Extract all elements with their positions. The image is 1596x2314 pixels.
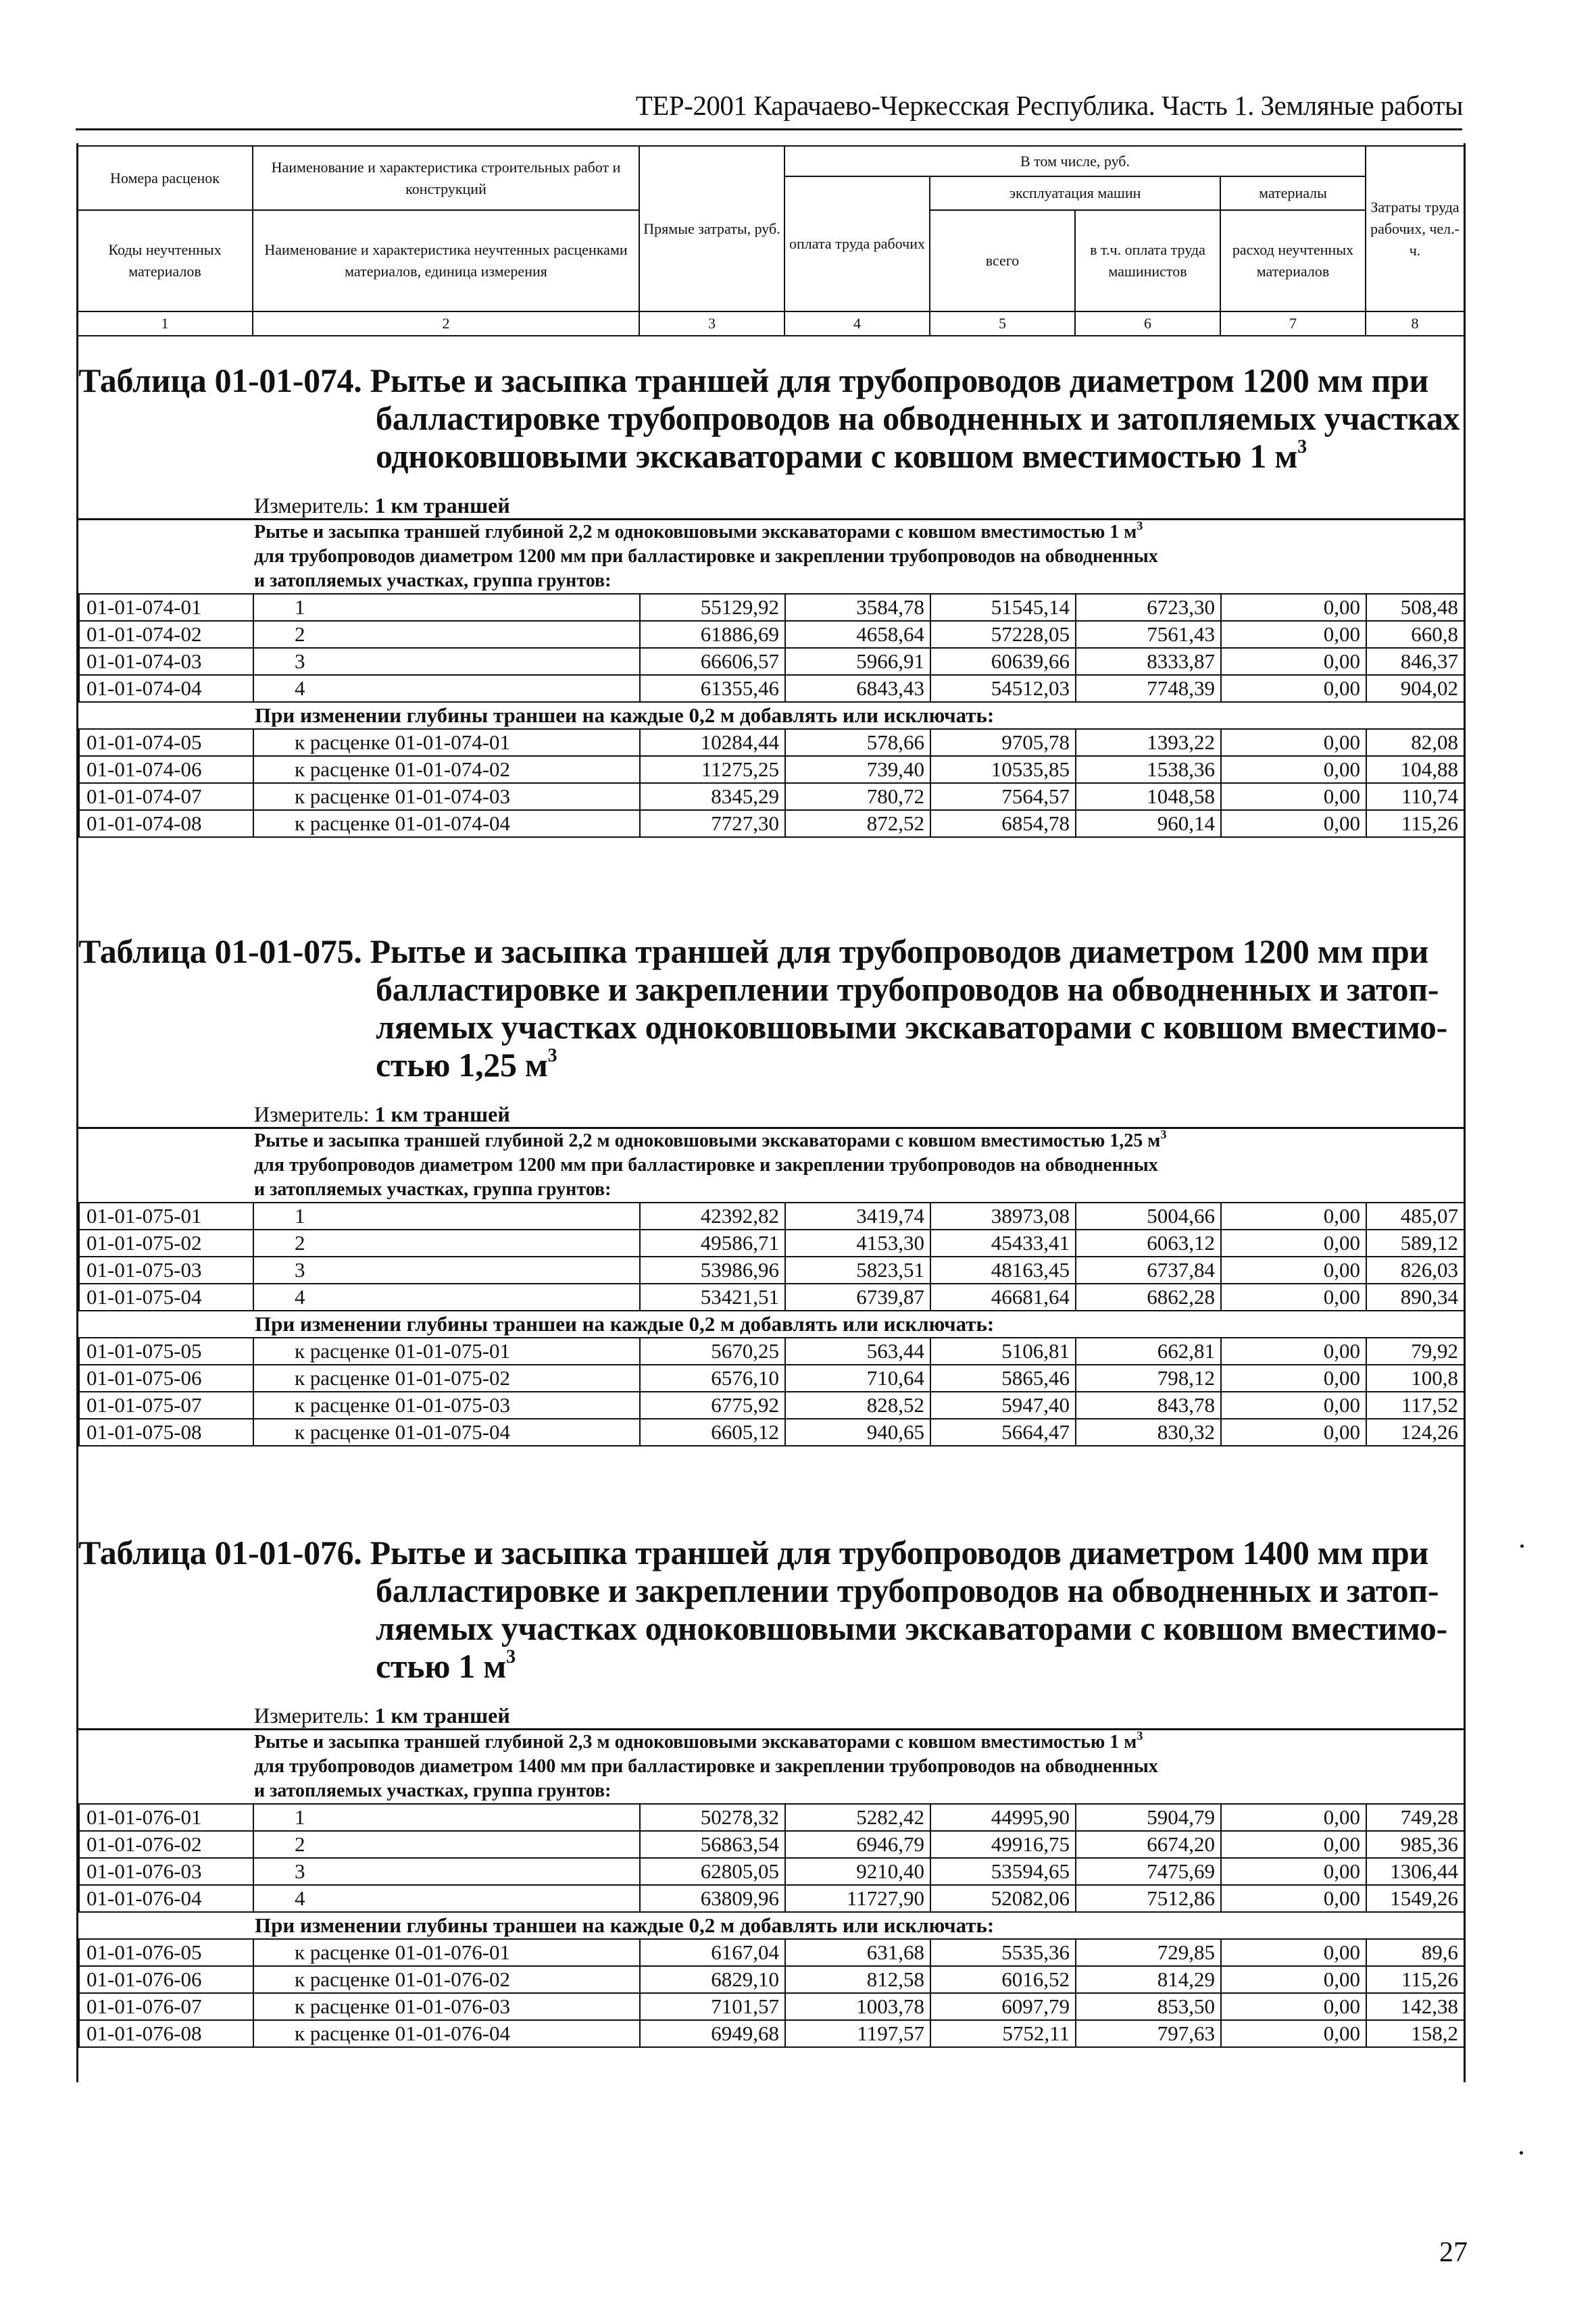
cell-materials: 0,00 xyxy=(1221,1885,1366,1912)
header-machines-total: всего xyxy=(930,210,1075,311)
rate-code: 01-01-076-01 xyxy=(79,1804,253,1831)
cell-operator-pay: 6862,28 xyxy=(1076,1284,1221,1311)
superscript: 3 xyxy=(1137,1729,1143,1742)
table-number: Таблица 01-01-075. xyxy=(78,932,362,970)
table-row xyxy=(79,2020,1464,2047)
cell-operator-pay: 6737,84 xyxy=(1076,1257,1221,1284)
rate-code: 01-01-074-07 xyxy=(79,783,253,810)
cell-worker-pay: 5282,42 xyxy=(785,1804,930,1831)
cell-worker-pay: 6739,87 xyxy=(785,1284,930,1311)
cell-direct-costs: 56863,54 xyxy=(640,1831,785,1858)
cell-worker-pay: 9210,40 xyxy=(785,1858,930,1885)
table-number: Таблица 01-01-074. xyxy=(78,361,362,399)
cell-labor-hours: 890,34 xyxy=(1366,1284,1464,1311)
rate-name: 2 xyxy=(253,1831,640,1858)
rate-code: 01-01-076-07 xyxy=(79,1993,253,2020)
rate-code: 01-01-075-01 xyxy=(79,1203,253,1230)
cell-materials: 0,00 xyxy=(1221,756,1366,783)
cell-materials: 0,00 xyxy=(1221,1284,1366,1311)
cell-machines-total: 48163,45 xyxy=(930,1257,1076,1284)
rate-name: 3 xyxy=(253,1257,640,1284)
header-num-3: 3 xyxy=(639,311,784,336)
cell-materials: 0,00 xyxy=(1221,1230,1366,1257)
cell-machines-total: 52082,06 xyxy=(930,1885,1076,1912)
cell-worker-pay: 11727,90 xyxy=(785,1885,930,1912)
header-num-7: 7 xyxy=(1220,311,1366,336)
cell-materials: 0,00 xyxy=(1221,810,1366,837)
cell-worker-pay: 780,72 xyxy=(785,783,930,810)
cell-worker-pay: 940,65 xyxy=(785,1419,930,1446)
cell-machines-total: 5865,46 xyxy=(930,1365,1076,1392)
cell-materials: 0,00 xyxy=(1221,1365,1366,1392)
table-row xyxy=(79,1966,1464,1993)
table-row xyxy=(79,1831,1464,1858)
cell-labor-hours: 508,48 xyxy=(1366,594,1464,621)
cell-direct-costs: 42392,82 xyxy=(640,1203,785,1230)
cell-materials: 0,00 xyxy=(1221,1338,1366,1365)
title-line: ляемых участках одноковшовыми экскаваторами с ковшом вместимо- xyxy=(376,1008,1447,1046)
table-title xyxy=(78,932,1464,1084)
cell-materials: 0,00 xyxy=(1221,1858,1366,1885)
cell-materials: 0,00 xyxy=(1221,1257,1366,1284)
depth-adjustment-note: При изменении глубины траншеи на каждые 0,2 м добавлять или исключать: xyxy=(79,1311,1464,1338)
cell-labor-hours: 846,37 xyxy=(1366,648,1464,675)
cell-materials: 0,00 xyxy=(1221,729,1366,756)
rate-name: 4 xyxy=(253,1284,640,1311)
table-row xyxy=(79,594,1464,621)
cell-direct-costs: 55129,92 xyxy=(640,594,785,621)
cell-worker-pay: 578,66 xyxy=(785,729,930,756)
header-work-name: Наименование и характеристика строительных работ и конструкций xyxy=(253,146,639,210)
cell-labor-hours: 110,74 xyxy=(1366,783,1464,810)
work-description: Рытье и засыпка траншей глубиной 2,2 м одноковшовыми экскаваторами с ковшом вместимостью 1 $м^3$ для трубопроводов диаметром 1200 мм при балластировке и закреплении трубопроводов на обводненных и затопляемых участках, группа грунтов: xyxy=(254,519,1158,591)
rate-name: 4 xyxy=(253,675,640,702)
cell-operator-pay: 853,50 xyxy=(1076,1993,1221,2020)
rates-table xyxy=(78,1202,1465,1447)
cell-machines-total: 6097,79 xyxy=(930,1993,1076,2020)
scan-speck xyxy=(1520,1544,1524,1548)
header-rate-numbers: Номера расценок xyxy=(77,146,253,210)
rate-name: 2 xyxy=(253,621,640,648)
cell-direct-costs: 6829,10 xyxy=(640,1966,785,1993)
cell-machines-total: 60639,66 xyxy=(930,648,1076,675)
title-line: стью 1,25 м xyxy=(376,1046,548,1084)
rate-name: 3 xyxy=(253,648,640,675)
cell-materials: 0,00 xyxy=(1221,621,1366,648)
rate-code: 01-01-075-06 xyxy=(79,1365,253,1392)
cell-labor-hours: 100,8 xyxy=(1366,1365,1464,1392)
cell-materials: 0,00 xyxy=(1221,2020,1366,2047)
rate-code: 01-01-074-08 xyxy=(79,810,253,837)
table-row xyxy=(79,729,1464,756)
cell-operator-pay: 8333,87 xyxy=(1076,648,1221,675)
cell-materials: 0,00 xyxy=(1221,1939,1366,1966)
cell-materials: 0,00 xyxy=(1221,1831,1366,1858)
cell-machines-total: 9705,78 xyxy=(930,729,1076,756)
table-row xyxy=(79,1858,1464,1885)
table-row xyxy=(79,1993,1464,2020)
table-row xyxy=(79,1230,1464,1257)
table-row xyxy=(79,1419,1464,1446)
cell-materials: 0,00 xyxy=(1221,675,1366,702)
cell-direct-costs: 7101,57 xyxy=(640,1993,785,2020)
cell-labor-hours: 660,8 xyxy=(1366,621,1464,648)
cell-labor-hours: 117,52 xyxy=(1366,1392,1464,1419)
superscript: 3 xyxy=(1137,519,1143,532)
cell-labor-hours: 485,07 xyxy=(1366,1203,1464,1230)
cell-operator-pay: 6723,30 xyxy=(1076,594,1221,621)
title-line: ляемых участках одноковшовыми экскаваторами с ковшом вместимо- xyxy=(376,1609,1447,1647)
rate-code: 01-01-074-02 xyxy=(79,621,253,648)
cell-direct-costs: 63809,96 xyxy=(640,1885,785,1912)
cell-machines-total: 53594,65 xyxy=(930,1858,1076,1885)
header-material-name: Наименование и характеристика неучтенных расценками материалов, единица измерения xyxy=(253,210,639,311)
rate-code: 01-01-075-04 xyxy=(79,1284,253,1311)
cell-worker-pay: 710,64 xyxy=(785,1365,930,1392)
title-line: Рытье и засыпка траншей для трубопроводов диаметром 1400 мм при xyxy=(370,1534,1429,1571)
table-row xyxy=(79,1804,1464,1831)
title-line: одноковшовыми экскаваторами с ковшом вместимостью 1 м xyxy=(376,437,1298,475)
cell-operator-pay: 814,29 xyxy=(1076,1966,1221,1993)
running-head: ТЕР-2001 Карачаево-Черкесская Республика. Часть 1. Земляные работы xyxy=(635,90,1463,121)
rate-code: 01-01-076-08 xyxy=(79,2020,253,2047)
cell-materials: 0,00 xyxy=(1221,783,1366,810)
scan-speck xyxy=(1520,2151,1523,2155)
cell-worker-pay: 1197,57 xyxy=(785,2020,930,2047)
cell-labor-hours: 589,12 xyxy=(1366,1230,1464,1257)
cell-machines-total: 10535,85 xyxy=(930,756,1076,783)
cell-worker-pay: 6946,79 xyxy=(785,1831,930,1858)
header-direct-costs: Прямые затраты, руб. xyxy=(639,146,784,311)
cell-labor-hours: 115,26 xyxy=(1366,1966,1464,1993)
rate-code: 01-01-074-06 xyxy=(79,756,253,783)
rate-name: к расценке 01-01-075-01 xyxy=(253,1338,640,1365)
cell-worker-pay: 3584,78 xyxy=(785,594,930,621)
cell-labor-hours: 985,36 xyxy=(1366,1831,1464,1858)
cell-machines-total: 54512,03 xyxy=(930,675,1076,702)
cell-labor-hours: 124,26 xyxy=(1366,1419,1464,1446)
rate-code: 01-01-075-02 xyxy=(79,1230,253,1257)
cell-worker-pay: 4658,64 xyxy=(785,621,930,648)
cell-direct-costs: 53421,51 xyxy=(640,1284,785,1311)
cell-materials: 0,00 xyxy=(1221,1993,1366,2020)
rate-code: 01-01-075-08 xyxy=(79,1419,253,1446)
superscript: 3 xyxy=(506,1646,516,1667)
table-row xyxy=(79,756,1464,783)
cell-labor-hours: 158,2 xyxy=(1366,2020,1464,2047)
table-row xyxy=(79,1885,1464,1912)
header-labor-hours: Затраты труда рабочих, чел.-ч. xyxy=(1366,146,1464,311)
table-row xyxy=(79,1284,1464,1311)
cell-direct-costs: 11275,25 xyxy=(640,756,785,783)
table-row xyxy=(79,1939,1464,1966)
superscript: 3 xyxy=(547,1045,557,1066)
cell-direct-costs: 49586,71 xyxy=(640,1230,785,1257)
rate-code: 01-01-076-04 xyxy=(79,1885,253,1912)
cell-direct-costs: 6576,10 xyxy=(640,1365,785,1392)
cell-operator-pay: 830,32 xyxy=(1076,1419,1221,1446)
column-header-table xyxy=(76,145,1465,336)
table-title xyxy=(78,361,1464,475)
cell-materials: 0,00 xyxy=(1221,594,1366,621)
cell-machines-total: 5664,47 xyxy=(930,1419,1076,1446)
cell-direct-costs: 10284,44 xyxy=(640,729,785,756)
cell-direct-costs: 50278,32 xyxy=(640,1804,785,1831)
rate-name: 2 xyxy=(253,1230,640,1257)
cell-operator-pay: 7475,69 xyxy=(1076,1858,1221,1885)
cell-worker-pay: 739,40 xyxy=(785,756,930,783)
cell-operator-pay: 6674,20 xyxy=(1076,1831,1221,1858)
cell-operator-pay: 1538,36 xyxy=(1076,756,1221,783)
cell-labor-hours: 115,26 xyxy=(1366,810,1464,837)
header-worker-pay: оплата труда рабочих xyxy=(784,176,930,311)
cell-labor-hours: 904,02 xyxy=(1366,675,1464,702)
cell-labor-hours: 1306,44 xyxy=(1366,1858,1464,1885)
cell-materials: 0,00 xyxy=(1221,1804,1366,1831)
cell-labor-hours: 1549,26 xyxy=(1366,1885,1464,1912)
title-line: балластировке трубопроводов на обводненных и затопляемых участках xyxy=(376,399,1460,437)
unit-of-measure: Измеритель: 1 км траншей xyxy=(254,1102,510,1126)
title-line: балластировке и закреплении трубопроводов на обводненных и затоп- xyxy=(376,1571,1439,1609)
cell-worker-pay: 5823,51 xyxy=(785,1257,930,1284)
rate-code: 01-01-076-03 xyxy=(79,1858,253,1885)
cell-direct-costs: 8345,29 xyxy=(640,783,785,810)
table-row xyxy=(79,783,1464,810)
rate-name: к расценке 01-01-074-02 xyxy=(253,756,640,783)
rate-name: 1 xyxy=(253,1804,640,1831)
cell-operator-pay: 7561,43 xyxy=(1076,621,1221,648)
cell-labor-hours: 749,28 xyxy=(1366,1804,1464,1831)
cell-operator-pay: 843,78 xyxy=(1076,1392,1221,1419)
header-num-1: 1 xyxy=(77,311,253,336)
header-num-5: 5 xyxy=(930,311,1075,336)
cell-materials: 0,00 xyxy=(1221,1392,1366,1419)
table-row xyxy=(79,675,1464,702)
cell-operator-pay: 7512,86 xyxy=(1076,1885,1221,1912)
cell-operator-pay: 662,81 xyxy=(1076,1338,1221,1365)
header-including: В том числе, руб. xyxy=(784,146,1366,176)
page-number: 27 xyxy=(1439,2237,1468,2268)
cell-operator-pay: 5904,79 xyxy=(1076,1804,1221,1831)
header-rule xyxy=(76,128,1462,130)
cell-machines-total: 57228,05 xyxy=(930,621,1076,648)
header-num-6: 6 xyxy=(1075,311,1220,336)
header-num-8: 8 xyxy=(1366,311,1464,336)
header-material-codes: Коды неучтенных материалов xyxy=(77,210,253,311)
header-operator-pay: в т.ч. оплата труда машинистов xyxy=(1075,210,1220,311)
cell-operator-pay: 1393,22 xyxy=(1076,729,1221,756)
rate-code: 01-01-074-05 xyxy=(79,729,253,756)
cell-direct-costs: 6605,12 xyxy=(640,1419,785,1446)
cell-machines-total: 49916,75 xyxy=(930,1831,1076,1858)
table-number: Таблица 01-01-076. xyxy=(78,1534,362,1571)
rate-name: к расценке 01-01-075-02 xyxy=(253,1365,640,1392)
rate-name: к расценке 01-01-074-03 xyxy=(253,783,640,810)
unit-of-measure: Измеритель: 1 км траншей xyxy=(254,1703,510,1728)
rate-table-section xyxy=(78,1534,1464,2048)
cell-direct-costs: 61886,69 xyxy=(640,621,785,648)
rate-name: к расценке 01-01-076-04 xyxy=(253,2020,640,2047)
cell-labor-hours: 826,03 xyxy=(1366,1257,1464,1284)
cell-worker-pay: 3419,74 xyxy=(785,1203,930,1230)
rate-code: 01-01-075-03 xyxy=(79,1257,253,1284)
cell-worker-pay: 4153,30 xyxy=(785,1230,930,1257)
cell-worker-pay: 6843,43 xyxy=(785,675,930,702)
cell-operator-pay: 797,63 xyxy=(1076,2020,1221,2047)
work-description: Рытье и засыпка траншей глубиной 2,2 м одноковшовыми экскаваторами с ковшом вместимостью 1,25 $м^3$ для трубопроводов диаметром 1200 мм при балластировке и закреплении трубопроводов на обводненных и затопляемых участках, группа грунтов: xyxy=(254,1128,1167,1200)
unit-of-measure: Измеритель: 1 км траншей xyxy=(254,493,510,518)
header-materials: материалы xyxy=(1220,176,1366,210)
table-row xyxy=(79,1365,1464,1392)
cell-machines-total: 5752,11 xyxy=(930,2020,1076,2047)
cell-operator-pay: 6063,12 xyxy=(1076,1230,1221,1257)
cell-direct-costs: 61355,46 xyxy=(640,675,785,702)
table-row xyxy=(79,1257,1464,1284)
rate-name: к расценке 01-01-076-02 xyxy=(253,1966,640,1993)
rate-name: к расценке 01-01-074-01 xyxy=(253,729,640,756)
rate-code: 01-01-075-07 xyxy=(79,1392,253,1419)
rates-table xyxy=(78,593,1465,838)
header-num-4: 4 xyxy=(784,311,930,336)
title-line: балластировке и закреплении трубопроводов на обводненных и затоп- xyxy=(376,970,1439,1008)
rate-table-section xyxy=(78,361,1464,838)
cell-operator-pay: 1048,58 xyxy=(1076,783,1221,810)
cell-labor-hours: 79,92 xyxy=(1366,1338,1464,1365)
cell-worker-pay: 812,58 xyxy=(785,1966,930,1993)
depth-adjustment-note: При изменении глубины траншеи на каждые 0,2 м добавлять или исключать: xyxy=(79,1912,1464,1939)
cell-machines-total: 45433,41 xyxy=(930,1230,1076,1257)
cell-direct-costs: 7727,30 xyxy=(640,810,785,837)
superscript: 3 xyxy=(1297,436,1307,457)
cell-operator-pay: 960,14 xyxy=(1076,810,1221,837)
rate-name: 1 xyxy=(253,594,640,621)
cell-direct-costs: 6167,04 xyxy=(640,1939,785,1966)
table-row xyxy=(79,1392,1464,1419)
cell-worker-pay: 5966,91 xyxy=(785,648,930,675)
table-row xyxy=(79,1338,1464,1365)
rate-code: 01-01-076-06 xyxy=(79,1966,253,1993)
cell-worker-pay: 631,68 xyxy=(785,1939,930,1966)
cell-labor-hours: 142,38 xyxy=(1366,1993,1464,2020)
rate-code: 01-01-074-01 xyxy=(79,594,253,621)
header-num-2: 2 xyxy=(253,311,639,336)
cell-direct-costs: 6949,68 xyxy=(640,2020,785,2047)
rate-name: к расценке 01-01-076-01 xyxy=(253,1939,640,1966)
table-row xyxy=(79,810,1464,837)
rate-name: 3 xyxy=(253,1858,640,1885)
rate-code: 01-01-076-05 xyxy=(79,1939,253,1966)
header-material-consumption: расход неучтенных материалов xyxy=(1220,210,1366,311)
cell-machines-total: 6854,78 xyxy=(930,810,1076,837)
cell-worker-pay: 828,52 xyxy=(785,1392,930,1419)
cell-materials: 0,00 xyxy=(1221,1419,1366,1446)
rate-name: 1 xyxy=(253,1203,640,1230)
superscript: 3 xyxy=(1160,1128,1167,1141)
cell-materials: 0,00 xyxy=(1221,1966,1366,1993)
cell-worker-pay: 563,44 xyxy=(785,1338,930,1365)
cell-labor-hours: 89,6 xyxy=(1366,1939,1464,1966)
cell-direct-costs: 6775,92 xyxy=(640,1392,785,1419)
cell-materials: 0,00 xyxy=(1221,1203,1366,1230)
title-line: стью 1 м xyxy=(376,1647,507,1685)
rate-name: 4 xyxy=(253,1885,640,1912)
cell-worker-pay: 1003,78 xyxy=(785,1993,930,2020)
cell-machines-total: 7564,57 xyxy=(930,783,1076,810)
work-description: Рытье и засыпка траншей глубиной 2,3 м одноковшовыми экскаваторами с ковшом вместимостью 1 $м^3$ для трубопроводов диаметром 1400 мм при балластировке и закреплении трубопроводов на обводненных и затопляемых участках, группа грунтов: xyxy=(254,1729,1158,1801)
cell-direct-costs: 53986,96 xyxy=(640,1257,785,1284)
cell-labor-hours: 104,88 xyxy=(1366,756,1464,783)
rate-code: 01-01-074-03 xyxy=(79,648,253,675)
title-line: Рытье и засыпка траншей для трубопроводов диаметром 1200 мм при xyxy=(370,932,1429,970)
table-row xyxy=(79,621,1464,648)
header-machine-operation: эксплуатация машин xyxy=(930,176,1220,210)
rate-code: 01-01-074-04 xyxy=(79,675,253,702)
rate-name: к расценке 01-01-075-03 xyxy=(253,1392,640,1419)
title-line: Рытье и засыпка траншей для трубопроводов диаметром 1200 мм при xyxy=(370,361,1429,399)
cell-direct-costs: 62805,05 xyxy=(640,1858,785,1885)
rate-code: 01-01-075-05 xyxy=(79,1338,253,1365)
cell-machines-total: 5106,81 xyxy=(930,1338,1076,1365)
table-title xyxy=(78,1534,1464,1685)
rate-name: к расценке 01-01-075-04 xyxy=(253,1419,640,1446)
cell-machines-total: 51545,14 xyxy=(930,594,1076,621)
rate-name: к расценке 01-01-074-04 xyxy=(253,810,640,837)
cell-machines-total: 5947,40 xyxy=(930,1392,1076,1419)
cell-operator-pay: 798,12 xyxy=(1076,1365,1221,1392)
rate-code: 01-01-076-02 xyxy=(79,1831,253,1858)
cell-operator-pay: 7748,39 xyxy=(1076,675,1221,702)
table-row xyxy=(79,648,1464,675)
table-row xyxy=(79,1203,1464,1230)
cell-operator-pay: 729,85 xyxy=(1076,1939,1221,1966)
cell-machines-total: 46681,64 xyxy=(930,1284,1076,1311)
cell-operator-pay: 5004,66 xyxy=(1076,1203,1221,1230)
cell-materials: 0,00 xyxy=(1221,648,1366,675)
cell-machines-total: 6016,52 xyxy=(930,1966,1076,1993)
rate-name: к расценке 01-01-076-03 xyxy=(253,1993,640,2020)
cell-machines-total: 5535,36 xyxy=(930,1939,1076,1966)
cell-labor-hours: 82,08 xyxy=(1366,729,1464,756)
cell-direct-costs: 66606,57 xyxy=(640,648,785,675)
depth-adjustment-note: При изменении глубины траншеи на каждые 0,2 м добавлять или исключать: xyxy=(79,702,1464,729)
rate-table-section xyxy=(78,932,1464,1447)
cell-machines-total: 38973,08 xyxy=(930,1203,1076,1230)
cell-worker-pay: 872,52 xyxy=(785,810,930,837)
rates-table xyxy=(78,1803,1465,2048)
cell-direct-costs: 5670,25 xyxy=(640,1338,785,1365)
cell-machines-total: 44995,90 xyxy=(930,1804,1076,1831)
